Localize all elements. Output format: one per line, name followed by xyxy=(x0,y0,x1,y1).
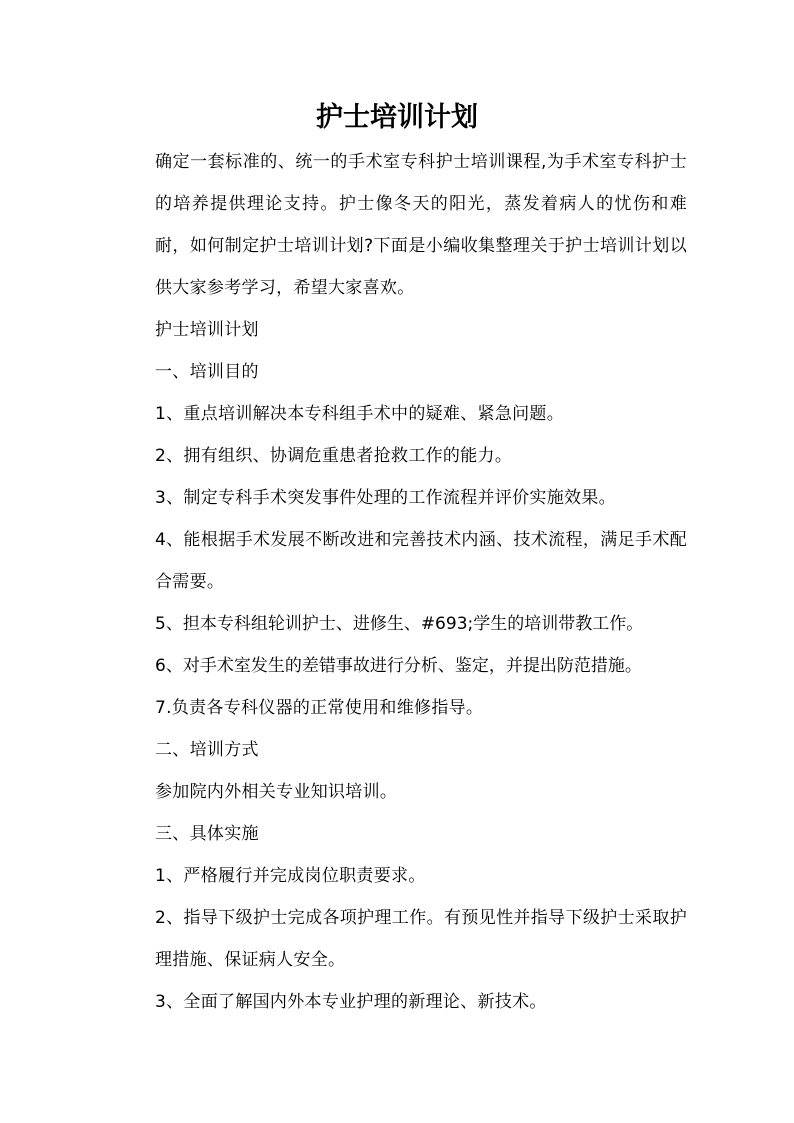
list-item: 6、对手术室发生的差错事故进行分析、鉴定，并提出防范措施。 xyxy=(155,656,642,676)
section-heading: 一、培训目的 xyxy=(155,362,259,382)
list-item: 4、能根据手术发展不断改进和完善技术内涵、技术流程，满足手术配合需要。 xyxy=(155,530,687,592)
section-heading: 三、具体实施 xyxy=(155,824,259,844)
list-item: 5、担本专科组轮训护士、进修生、#693;学生的培训带教工作。 xyxy=(155,614,644,634)
section-heading: 二、培训方式 xyxy=(155,740,259,760)
section-heading: 护士培训计划 xyxy=(155,320,259,340)
paragraph: 参加院内外相关专业知识培训。 xyxy=(155,782,398,802)
list-item: 2、指导下级护士完成各项护理工作。有预见性并指导下级护士采取护理措施、保证病人安全。 xyxy=(155,908,687,970)
list-item: 3、全面了解国内外本专业护理的新理论、新技术。 xyxy=(155,992,547,1012)
document-body xyxy=(119,141,687,1023)
list-item: 3、制定专科手术突发事件处理的工作流程并评价实施效果。 xyxy=(155,488,616,508)
document-title: 护士培训计划 xyxy=(316,102,478,133)
list-item: 1、严格履行并完成岗位职责要求。 xyxy=(155,866,426,886)
intro-paragraph: 确定一套标准的、统一的手术室专科护士培训课程,为手术室专科护士的培养提供理论支持。护士像冬天的阳光，蒸发着病人的忧伤和难耐，如何制定护士培训计划?下面是小编收集整理关于护士培训计划以供大家参考学习，希望大家喜欢。 xyxy=(155,152,687,298)
list-item: 1、重点培训解决本专科组手术中的疑难、紧急问题。 xyxy=(155,404,565,424)
list-item: 7.负责各专科仪器的正常使用和维修指导。 xyxy=(155,698,484,718)
list-item: 2、拥有组织、协调危重患者抢救工作的能力。 xyxy=(155,446,513,466)
